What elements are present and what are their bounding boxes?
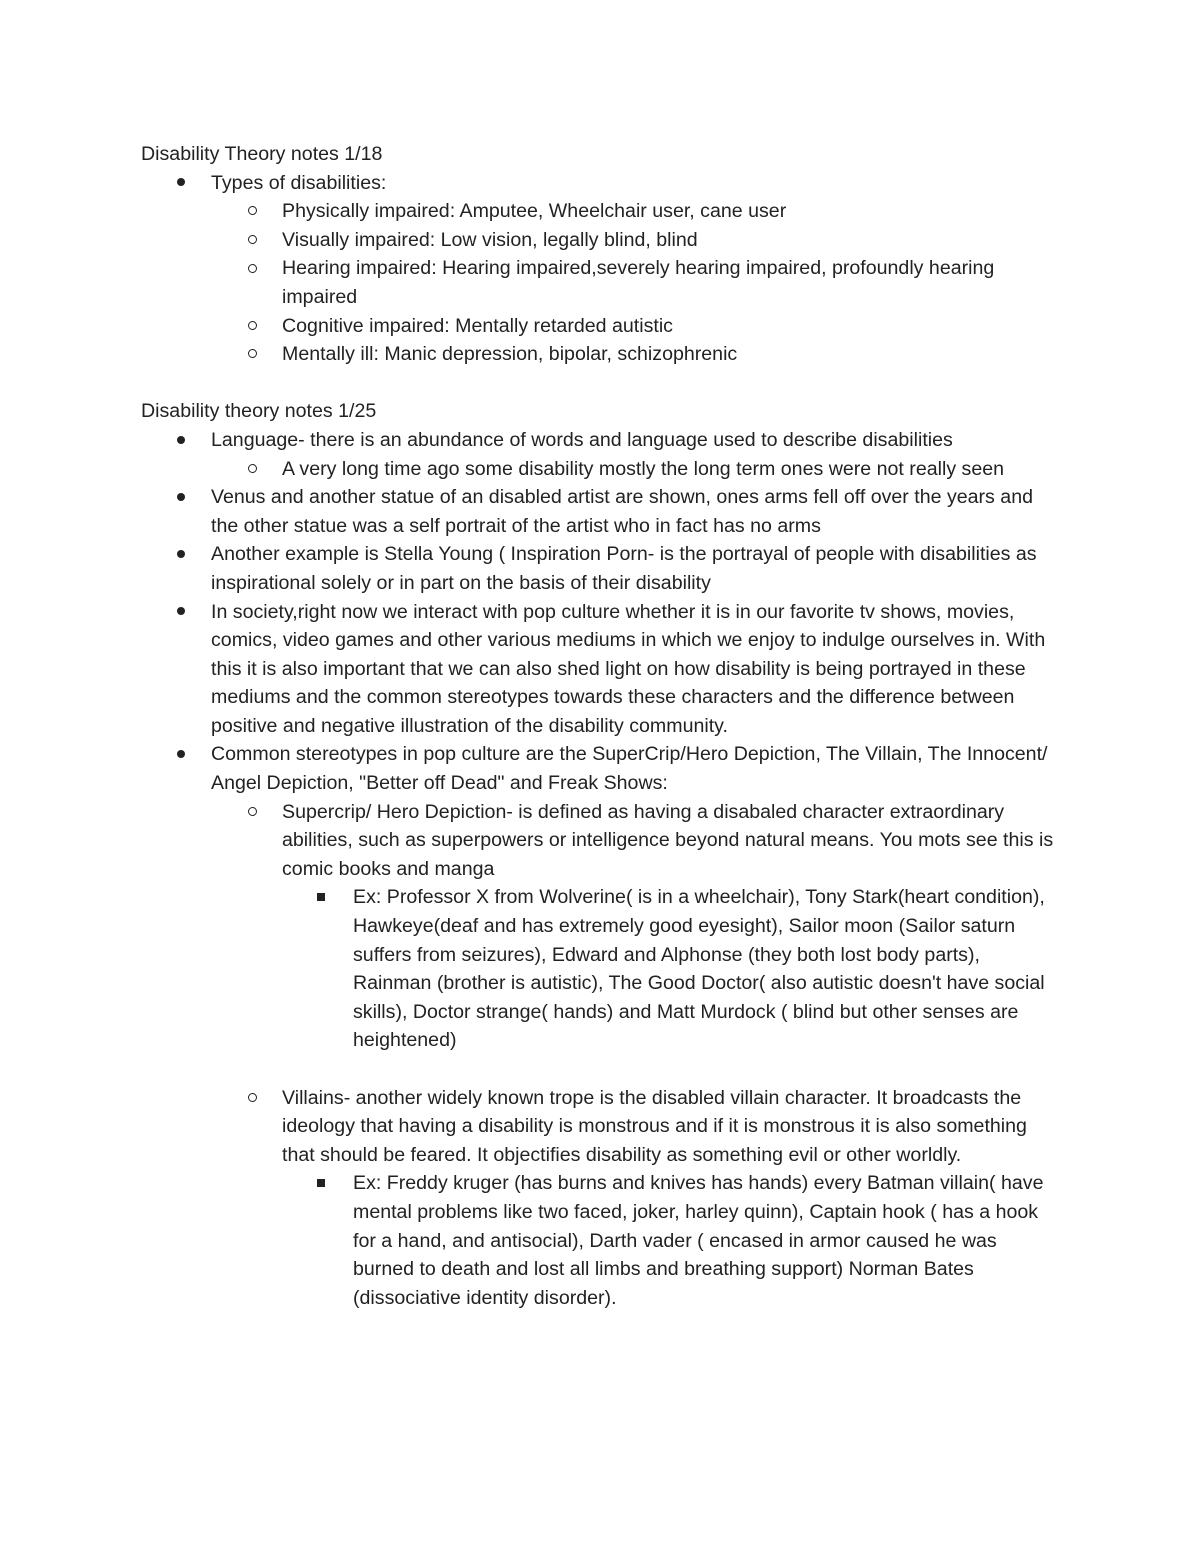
villains-note: Villains- another widely known trope is the disabled villain character. It broadcasts the ideology that having a disability is monstrous and if it is monstrous it is also something that should be feared. It objectifies disability as something evil or other worldly. bbox=[282, 1086, 1027, 1166]
list-item bbox=[141, 540, 1061, 597]
list-item bbox=[141, 169, 1061, 198]
type-hearing: Hearing impaired: Hearing impaired,severely hearing impaired, profoundly hearing impaired bbox=[282, 257, 995, 308]
list-item bbox=[141, 883, 1061, 1055]
list-item bbox=[141, 312, 1061, 341]
society-note: In society,right now we interact with pop culture whether it is in our favorite tv shows, movies, comics, video games and other various mediums in which we enjoy to indulge ourselves in. With this it is also important that we can also shed light on how disability is being portrayed in these mediums and the common stereotypes towards these characters and the difference between positive and negative illustration of the disability community. bbox=[211, 600, 1046, 737]
bullet-square-icon bbox=[317, 883, 325, 912]
villains-examples: Ex: Freddy kruger (has burns and knives has hands) every Batman villain( have mental problems like two faced, joker, harley quinn), Captain hook ( has a hook for a hand, and antisocial), Darth vader ( encased in armor caused he was burned to death and lost all limbs and breathing support) Norman Bates (dissociative identity disorder). bbox=[353, 1172, 1044, 1309]
list-item bbox=[141, 455, 1061, 484]
list-item bbox=[141, 426, 1061, 455]
list-item bbox=[141, 798, 1061, 884]
list-item bbox=[141, 226, 1061, 255]
supercrip-examples: Ex: Professor X from Wolverine( is in a wheelchair), Tony Stark(heart condition), Hawkeye(deaf and has extremely good eyesight), Sailor moon (Sailor saturn suffers from seizures), Edward and Alphonse (they both lost body parts), Rainman (brother is autistic), The Good Doctor( also autistic doesn't have social skills), Doctor strange( hands) and Matt Murdock ( blind but other senses are heightened) bbox=[353, 886, 1045, 1052]
section2-list-continued bbox=[141, 1084, 1061, 1313]
document-body bbox=[141, 140, 1061, 1312]
list-item bbox=[141, 254, 1061, 311]
list-item bbox=[141, 1169, 1061, 1312]
list-item bbox=[141, 1084, 1061, 1170]
types-label: Types of disabilities: bbox=[211, 171, 387, 194]
list-item bbox=[141, 598, 1061, 741]
bullet-circle-icon bbox=[248, 1084, 257, 1113]
supercrip-note: Supercrip/ Hero Depiction- is defined as having a disabaled character extraordinary abilities, such as superpowers or intelligence beyond natural means. You mots see this is comic books and manga bbox=[282, 800, 1054, 880]
bullet-circle-icon bbox=[248, 226, 257, 255]
stella-note: Another example is Stella Young ( Inspiration Porn- is the portrayal of people with disabilities as inspirational solely or in part on the basis of their disability bbox=[211, 543, 1037, 594]
spacer bbox=[141, 369, 1061, 398]
bullet-circle-icon bbox=[248, 340, 257, 369]
bullet-circle-icon bbox=[248, 312, 257, 341]
section2-heading: Disability theory notes 1/25 bbox=[141, 400, 377, 423]
bullet-square-icon bbox=[317, 1169, 325, 1198]
bullet-circle-icon bbox=[248, 455, 257, 484]
section2-list bbox=[141, 426, 1061, 1055]
type-physical: Physically impaired: Amputee, Wheelchair user, cane user bbox=[282, 200, 787, 223]
section1-list bbox=[141, 169, 1061, 369]
bullet-circle-icon bbox=[248, 197, 257, 226]
spacer bbox=[141, 1055, 1061, 1084]
stereotypes-note: Common stereotypes in pop culture are the SuperCrip/Hero Depiction, The Villain, The Innocent/ Angel Depiction, "Better off Dead" and Freak Shows: bbox=[211, 743, 1048, 795]
bullet-dot-icon bbox=[177, 598, 185, 627]
list-item bbox=[141, 483, 1061, 540]
bullet-dot-icon bbox=[177, 169, 185, 198]
type-mental: Mentally ill: Manic depression, bipolar, schizophrenic bbox=[282, 343, 738, 366]
type-visual: Visually impaired: Low vision, legally blind, blind bbox=[282, 228, 698, 251]
bullet-dot-icon bbox=[177, 540, 185, 569]
list-item bbox=[141, 197, 1061, 226]
type-cognitive: Cognitive impaired: Mentally retarded autistic bbox=[282, 314, 673, 337]
bullet-circle-icon bbox=[248, 798, 257, 827]
bullet-circle-icon bbox=[248, 254, 257, 283]
bullet-dot-icon bbox=[177, 483, 185, 512]
bullet-dot-icon bbox=[177, 426, 185, 455]
list-item bbox=[141, 340, 1061, 369]
venus-note: Venus and another statue of an disabled artist are shown, ones arms fell off over the years and the other statue was a self portrait of the artist who in fact has no arms bbox=[211, 486, 1033, 537]
list-item bbox=[141, 740, 1061, 797]
language-note: Language- there is an abundance of words and language used to describe disabilities bbox=[211, 428, 953, 451]
section1-heading: Disability Theory notes 1/18 bbox=[141, 143, 383, 165]
bullet-dot-icon bbox=[177, 740, 185, 769]
language-subnote: A very long time ago some disability mostly the long term ones were not really seen bbox=[282, 457, 1005, 480]
